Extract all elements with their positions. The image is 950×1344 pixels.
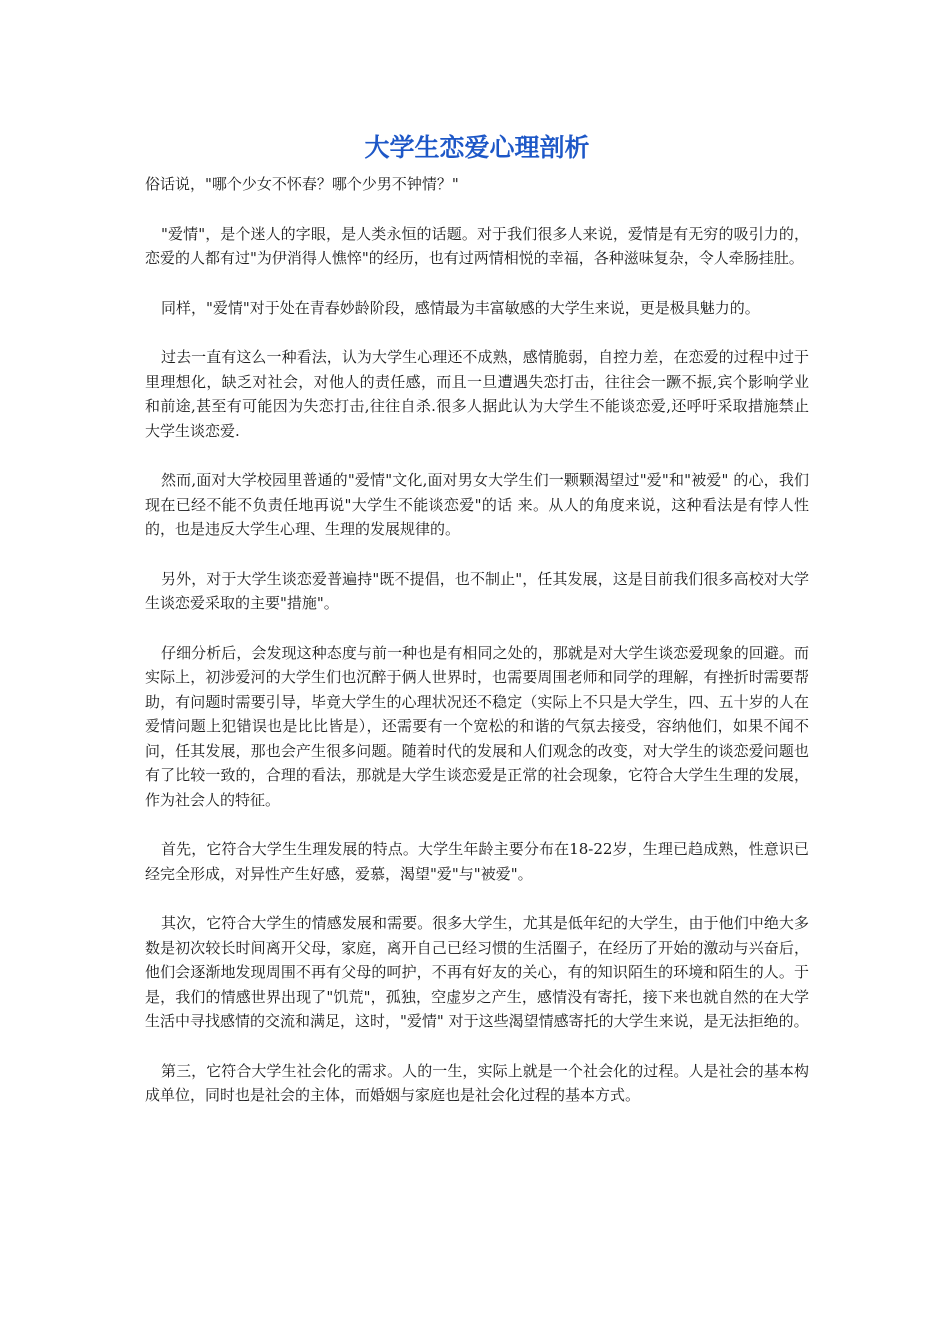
paragraph-second-reason: 其次，它符合大学生的情感发展和需要。很多大学生，尤其是低年纪的大学生，由于他们中绝大多数是初次较长时间离开父母，家庭，离开自己已经习惯的生活圈子，在经历了开始的激动与兴奋后，他们会逐渐地发现周围不再有父母的呵护，不再有好友的关心，有的知识陌生的环境和陌生的人。于是，我们的情感世界出现了"饥荒"，孤独，空虚岁之产生，感情没有寄托，接下来也就自然的在大学生活中寻找感情的交流和满足，这时，"爱情" 对于这些渴望情感寄托的大学生来说，是无法拒绝的。 <box>145 914 809 1030</box>
document-page <box>145 128 809 1108</box>
paragraph-students-charm: 同样，"爱情"对于处在青春妙龄阶段，感情最为丰富敏感的大学生来说，更是极具魅力的。 <box>161 298 760 317</box>
paragraph-moreover: 另外，对于大学生谈恋爱普遍持"既不提倡，也不制止"，任其发展，这是目前我们很多高校对大学生谈恋爱采取的主要"措施"。 <box>145 569 809 612</box>
paragraph-analysis: 仔细分析后，会发现这种态度与前一种也是有相同之处的，那就是对大学生谈恋爱现象的回避。而实际上，初涉爱河的大学生们也沉醉于俩人世界时，也需要周围老师和同学的理解，有挫折时需要帮助，有问题时需要引导，毕竟大学生的心理状况还不稳定（实际上不只是大学生，四、五十岁的人在爱情问题上犯错误也是比比皆是），还需要有一个宽松的和谐的气氛去接受，容纳他们，如果不闻不问，任其发展，那也会产生很多问题。随着时代的发展和人们观念的改变，对大学生的谈恋爱问题也有了比较一致的，合理的看法，那就是大学生谈恋爱是正常的社会现象，它符合大学生生理的发展，作为社会人的特征。 <box>145 643 809 809</box>
paragraph-third-reason: 第三，它符合大学生社会化的需求。人的一生，实际上就是一个社会化的过程。人是社会的基本构成单位，同时也是社会的主体，而婚姻与家庭也是社会化过程的基本方式。 <box>145 1061 809 1104</box>
paragraph-love-intro: "爱情"，是个迷人的字眼，是人类永恒的话题。对于我们很多人来说，爱情是有无穷的吸引力的，恋爱的人都有过"为伊消得人憔悴"的经历，也有过两情相悦的幸福，各种滋味复杂，令人牵肠挂肚。 <box>145 224 809 267</box>
paragraph-past-view: 过去一直有这么一种看法，认为大学生心理还不成熟，感情脆弱，自控力差，在恋爱的过程中过于里理想化，缺乏对社会，对他人的责任感，而且一旦遭遇失恋打击，往往会一蹶不振,宾个影响学业和前途,甚至有可能因为失恋打击,往往自杀.很多人据此认为大学生不能谈恋爱,还呼吁采取措施禁止大学生谈恋爱. <box>145 348 809 440</box>
paragraph-first-reason: 首先，它符合大学生生理发展的特点。大学生年龄主要分布在18-22岁，生理已趋成熟，性意识已经完全形成，对异性产生好感，爱慕，渴望"爱"与"被爱"。 <box>145 840 809 883</box>
paragraph-however: 然而,面对大学校园里普通的"爱情"文化,面对男女大学生们一颗颗渴望过"爱"和"被爱" 的心，我们现在已经不能不负责任地再说"大学生不能谈恋爱"的话 来。从人的角度来说，这种看法是有悖人性的，也是违反大学生心理、生理的发展规律的。 <box>145 471 809 538</box>
paragraph-proverb: 俗话说，"哪个少女不怀春？哪个少男不钟情？" <box>145 175 459 193</box>
document-title: 大学生恋爱心理剖析 <box>364 133 590 162</box>
